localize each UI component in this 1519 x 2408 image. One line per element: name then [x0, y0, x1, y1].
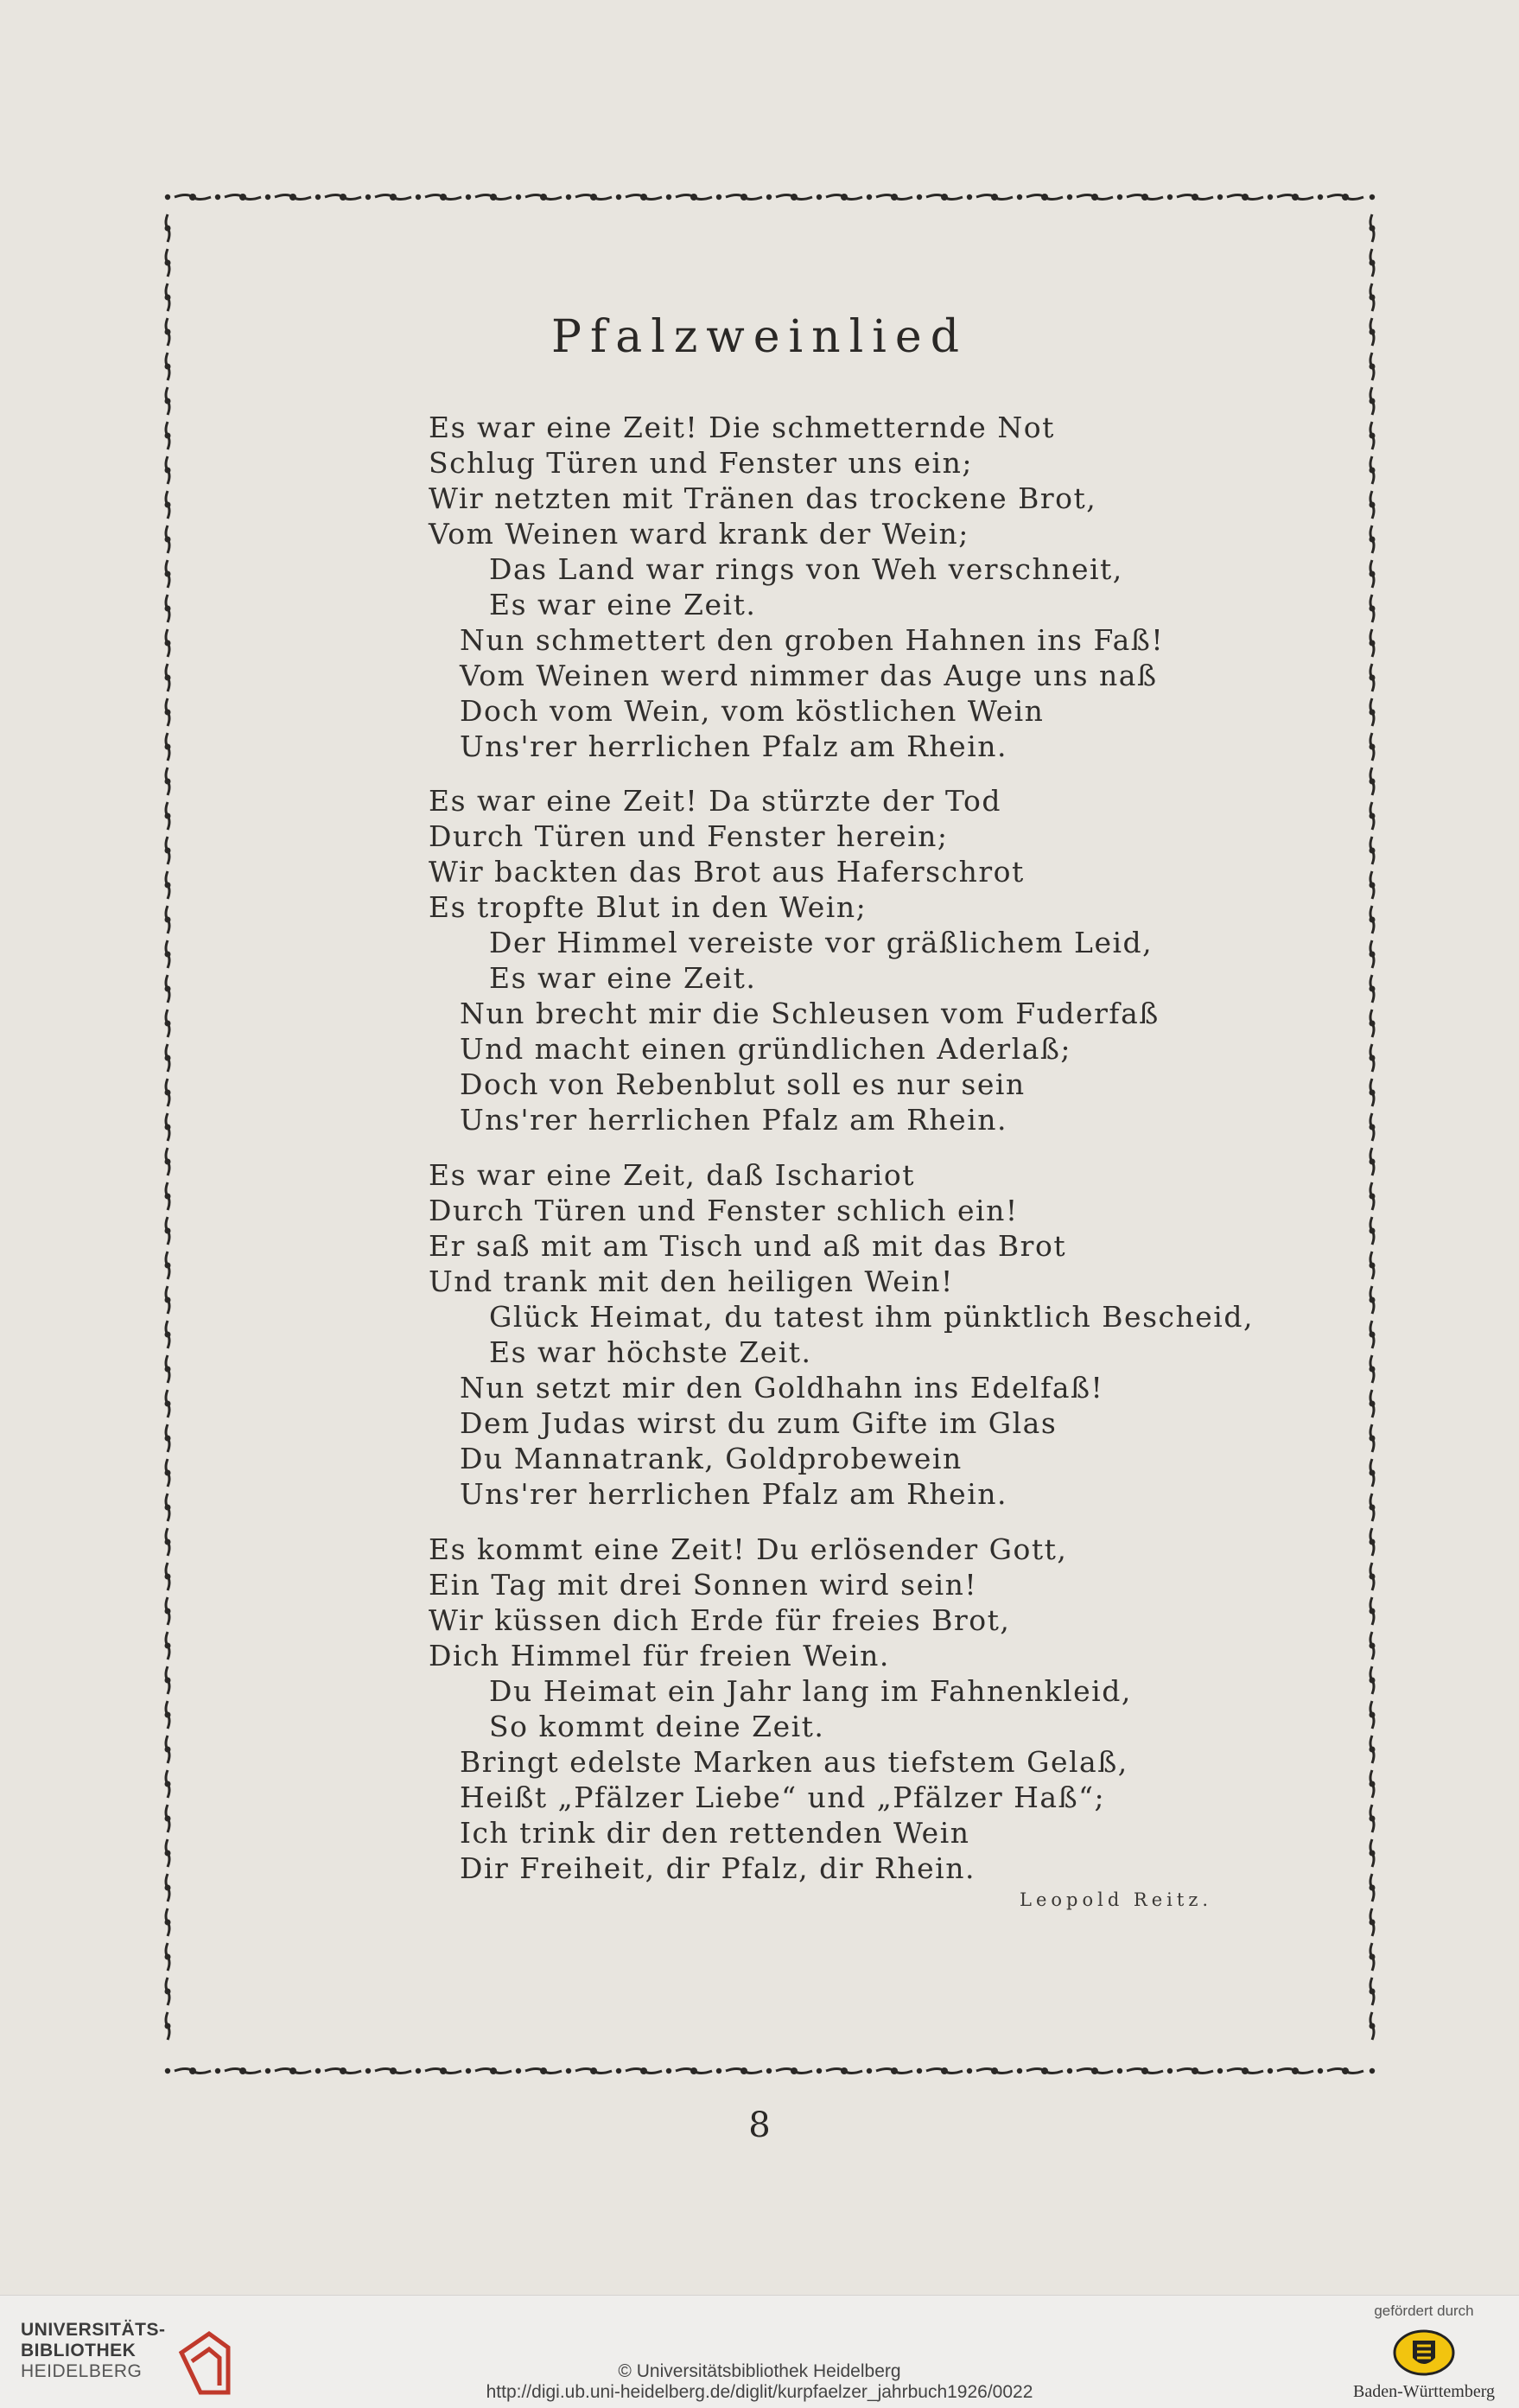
border-ornament-mark: [239, 2067, 246, 2074]
border-ornament-mark: [1370, 1609, 1376, 1615]
sponsor-block: [1338, 2303, 1510, 2402]
border-ornament-mark: [1117, 2068, 1122, 2074]
border-ornament-mark: [516, 194, 521, 200]
verse-line: Doch vom Wein, vom köstlichen Wein: [460, 694, 1045, 728]
verse-line: Ich trink dir den rettenden Wein: [460, 1816, 970, 1850]
border-ornament-mark: [1370, 1954, 1376, 1960]
border-ornament-mark: [1017, 194, 1022, 200]
border-ornament-mark: [1370, 1747, 1376, 1753]
border-ornament-mark: [1370, 537, 1376, 543]
border-ornament-mark: [165, 848, 171, 854]
border-ornament-mark: [540, 194, 547, 201]
border-ornament-mark: [165, 1712, 171, 1718]
border-ornament-mark: [165, 1643, 171, 1649]
border-ornament-mark: [1370, 882, 1376, 889]
border-ornament-mark: [165, 1505, 171, 1511]
border-ornament-mark: [165, 1297, 171, 1303]
border-ornament-mark: [841, 2067, 848, 2074]
verse-line: Es war eine Zeit.: [489, 961, 757, 995]
border-ornament-mark: [941, 194, 948, 201]
border-ornament-mark: [165, 1228, 171, 1234]
border-ornament-mark: [991, 2067, 998, 2074]
verse-line: Durch Türen und Fenster herein;: [429, 819, 949, 853]
verse-line: Wir backten das Brot aus Haferschrot: [429, 855, 1025, 889]
border-ornament-mark: [1342, 194, 1349, 201]
verse-line: Glück Heimat, du tatest ihm pünktlich Bescheid,: [489, 1300, 1254, 1334]
border-ornament-mark: [416, 194, 421, 200]
border-ornament-mark: [1370, 1332, 1376, 1338]
border-ornament-mark: [1370, 917, 1376, 923]
border-ornament-mark: [165, 1090, 171, 1096]
border-ornament-mark: [1242, 2067, 1249, 2074]
border-ornament-mark: [165, 1055, 171, 1061]
border-ornament-mark: [1370, 1539, 1376, 1545]
border-ornament-mark: [239, 194, 246, 201]
verse-line: Doch von Rebenblut soll es nur sein: [460, 1067, 1026, 1101]
border-ornament-mark: [165, 468, 171, 474]
border-ornament-mark: [1370, 1436, 1376, 1442]
digitization-footer: [0, 2295, 1519, 2408]
border-ornament-mark: [1141, 2067, 1148, 2074]
border-ornament-mark: [165, 398, 171, 405]
border-ornament-mark: [666, 194, 671, 200]
border-ornament-mark: [1091, 194, 1098, 201]
border-ornament-mark: [817, 2068, 822, 2074]
border-ornament-mark: [666, 2068, 671, 2074]
border-ornament-mark: [640, 2067, 647, 2074]
border-ornament-mark: [1370, 2068, 1375, 2074]
border-ornament-mark: [891, 2067, 898, 2074]
border-ornament-mark: [165, 1366, 171, 1373]
border-ornament-mark: [1370, 1021, 1376, 1027]
border-ornament-mark: [165, 1781, 171, 1787]
border-ornament-mark: [165, 1678, 171, 1684]
border-ornament-mark: [165, 952, 171, 958]
verse-line: Das Land war rings von Weh verschneit,: [489, 552, 1123, 586]
border-ornament-mark: [490, 194, 497, 201]
border-ornament-mark: [165, 1332, 171, 1338]
library-name-line3: HEIDELBERG: [21, 2361, 143, 2381]
border-ornament-mark: [1370, 2023, 1376, 2029]
border-ornament-mark: [315, 194, 321, 200]
verse-line: Und trank mit den heiligen Wein!: [429, 1265, 954, 1298]
border-ornament-mark: [1067, 194, 1072, 200]
border-ornament-mark: [867, 2068, 872, 2074]
verse-line: Bringt edelste Marken aus tiefstem Gelaß,: [460, 1745, 1128, 1779]
border-ornament-mark: [165, 1470, 171, 1476]
border-ornament-mark: [1370, 1885, 1376, 1891]
border-ornament-mark: [165, 813, 171, 819]
border-ornament-mark: [917, 2068, 922, 2074]
border-ornament-mark: [740, 2067, 747, 2074]
border-ornament-mark: [1217, 194, 1223, 200]
border-ornament-mark: [289, 2067, 296, 2074]
border-ornament-mark: [165, 571, 171, 577]
verse-line: Wir küssen dich Erde für freies Brot,: [429, 1603, 1011, 1637]
border-ornament-mark: [1370, 1712, 1376, 1718]
border-ornament-mark: [165, 433, 171, 439]
border-ornament-mark: [165, 1401, 171, 1407]
library-name-line2: BIBLIOTHEK: [21, 2341, 137, 2360]
border-ornament-mark: [165, 260, 171, 266]
border-ornament-mark: [165, 640, 171, 647]
border-ornament-mark: [1017, 2068, 1022, 2074]
border-ornament-mark: [867, 194, 872, 200]
page-number: 8: [748, 2105, 771, 2145]
stanza: [429, 410, 1293, 764]
verse-line: So kommt deine Zeit.: [489, 1710, 825, 1743]
border-ornament-mark: [390, 2067, 397, 2074]
border-ornament-mark: [1141, 194, 1148, 201]
border-ornament-mark: [690, 2067, 697, 2074]
border-ornament-mark: [1268, 2068, 1273, 2074]
border-ornament-mark: [466, 194, 471, 200]
border-ornament-mark: [165, 606, 171, 612]
border-ornament-mark: [1370, 226, 1376, 232]
border-ornament-mark: [1370, 1643, 1376, 1649]
border-ornament-mark: [165, 1747, 171, 1753]
border-ornament-mark: [1370, 1228, 1376, 1234]
verse-line: Der Himmel vereiste vor gräßlichem Leid,: [489, 926, 1154, 959]
border-ornament-mark: [1370, 1574, 1376, 1580]
border-ornament-mark: [1318, 194, 1323, 200]
border-ornament-mark: [1370, 779, 1376, 785]
border-ornament-mark: [215, 194, 220, 200]
verse-line: Uns'rer herrlichen Pfalz am Rhein.: [460, 1103, 1007, 1137]
border-ornament-mark: [841, 194, 848, 201]
border-ornament-mark: [1370, 433, 1376, 439]
border-ornament-mark: [1370, 364, 1376, 370]
border-ornament-mark: [1067, 2068, 1072, 2074]
border-ornament-mark: [1370, 848, 1376, 854]
verse-line: Es tropfte Blut in den Wein;: [429, 890, 868, 924]
border-ornament-mark: [1370, 640, 1376, 647]
border-ornament-mark: [165, 1885, 171, 1891]
border-ornament-mark: [1370, 1816, 1376, 1822]
border-ornament-mark: [690, 194, 697, 201]
border-ornament-mark: [365, 194, 371, 200]
border-ornament-mark: [340, 2067, 346, 2074]
border-ornament-mark: [165, 779, 171, 785]
border-ornament-mark: [1370, 1920, 1376, 1926]
border-ornament-mark: [1370, 295, 1376, 301]
border-ornament-mark: [165, 1194, 171, 1200]
border-ornament-mark: [1242, 194, 1249, 201]
border-ornament-mark: [1370, 1781, 1376, 1787]
border-ornament-mark: [1370, 1263, 1376, 1269]
poem-title: Pfalzweinlied: [551, 311, 968, 363]
border-ornament-mark: [1370, 571, 1376, 577]
stanza: [429, 1532, 1293, 1886]
border-ornament-mark: [165, 917, 171, 923]
border-ornament-mark: [1370, 606, 1376, 612]
stanza: [429, 783, 1293, 1137]
border-ornament-mark: [165, 882, 171, 889]
border-ornament-mark: [740, 194, 747, 201]
border-ornament-mark: [590, 194, 597, 201]
border-ornament-mark: [165, 194, 170, 200]
border-ornament-mark: [1167, 2068, 1173, 2074]
border-ornament-mark: [1041, 2067, 1048, 2074]
border-ornament-mark: [991, 194, 998, 201]
border-ornament-mark: [165, 295, 171, 301]
border-ornament-mark: [941, 2067, 948, 2074]
poem-author: Leopold Reitz.: [1020, 1889, 1213, 1910]
border-ornament-mark: [1370, 1194, 1376, 1200]
border-ornament-mark: [1370, 675, 1376, 681]
border-ornament-mark: [165, 1920, 171, 1926]
border-ornament-mark: [165, 1436, 171, 1442]
verse-line: Vom Weinen ward krank der Wein;: [429, 517, 969, 551]
border-ornament-mark: [365, 2068, 371, 2074]
verse-line: Vom Weinen werd nimmer das Auge uns naß: [460, 659, 1158, 692]
border-ornament-mark: [616, 194, 621, 200]
border-ornament-mark: [189, 2067, 196, 2074]
verse-line: Dich Himmel für freien Wein.: [429, 1639, 890, 1672]
verse-line: Es war eine Zeit! Die schmetternde Not: [429, 411, 1055, 444]
border-ornament-mark: [967, 194, 972, 200]
border-ornament-mark: [165, 1989, 171, 1995]
border-ornament-mark: [490, 2067, 497, 2074]
border-ornament-mark: [1370, 1678, 1376, 1684]
border-ornament-mark: [1091, 2067, 1098, 2074]
verse-line: Es kommt eine Zeit! Du erlösender Gott,: [429, 1532, 1068, 1566]
verse-line: Du Mannatrank, Goldprobewein: [460, 1442, 963, 1475]
border-ornament-mark: [1370, 398, 1376, 405]
border-ornament-mark: [791, 2067, 798, 2074]
verse-line: Du Heimat ein Jahr lang im Fahnenkleid,: [489, 1674, 1132, 1708]
verse-line: Uns'rer herrlichen Pfalz am Rhein.: [460, 729, 1007, 763]
border-ornament-mark: [791, 194, 798, 201]
border-ornament-mark: [1370, 744, 1376, 750]
border-ornament-mark: [1370, 952, 1376, 958]
border-ornament-mark: [1217, 2068, 1223, 2074]
border-ornament-mark: [1318, 2068, 1323, 2074]
border-ornament-mark: [340, 194, 346, 201]
border-ornament-mark: [1192, 194, 1198, 201]
border-ornament-mark: [165, 1574, 171, 1580]
border-ornament-mark: [165, 537, 171, 543]
border-ornament-mark: [416, 2068, 421, 2074]
border-ornament-mark: [165, 1954, 171, 1960]
border-ornament-mark: [165, 2068, 170, 2074]
border-ornament-mark: [1370, 1124, 1376, 1131]
border-ornament-mark: [1370, 986, 1376, 992]
border-ornament-mark: [289, 194, 296, 201]
border-ornament-mark: [165, 1263, 171, 1269]
border-ornament-mark: [165, 986, 171, 992]
border-ornament-mark: [1370, 468, 1376, 474]
border-ornament-mark: [1041, 194, 1048, 201]
verse-line: Nun setzt mir den Goldhahn ins Edelfaß!: [460, 1371, 1104, 1405]
verse-line: Schlug Türen und Fenster uns ein;: [429, 446, 973, 480]
copyright-block: [0, 2361, 1519, 2403]
verse-line: Er saß mit am Tisch und aß mit das Brot: [429, 1229, 1067, 1263]
border-ornament-mark: [1370, 1159, 1376, 1165]
border-ornament-mark: [590, 2067, 597, 2074]
border-ornament-mark: [1192, 2067, 1198, 2074]
border-ornament-mark: [165, 675, 171, 681]
verse-line: Es war eine Zeit, daß Ischariot: [429, 1158, 915, 1192]
border-ornament-mark: [315, 2068, 321, 2074]
border-ornament-mark: [165, 1021, 171, 1027]
border-ornament-mark: [1370, 1505, 1376, 1511]
border-ornament-mark: [165, 1124, 171, 1131]
border-ornament-mark: [1292, 194, 1299, 201]
library-name-line1: UNIVERSITÄTS-: [21, 2320, 166, 2340]
source-url-link[interactable]: http://digi.ub.uni-heidelberg.de/diglit/kurpfaelzer_jahrbuch1926/0022: [486, 2382, 1033, 2402]
border-ornament-mark: [466, 2068, 471, 2074]
border-ornament-mark: [1370, 813, 1376, 819]
border-ornament-mark: [1370, 1989, 1376, 1995]
border-ornament-mark: [1342, 2067, 1349, 2074]
verse-line: Es war eine Zeit! Da stürzte der Tod: [429, 784, 1001, 818]
border-ornament-mark: [766, 2068, 772, 2074]
verse-line: Es war eine Zeit.: [489, 588, 757, 621]
border-ornament-mark: [390, 194, 397, 201]
sponsor-label: gefördert durch: [1374, 2303, 1474, 2319]
verse-line: Es war höchste Zeit.: [489, 1335, 812, 1369]
border-ornament-mark: [165, 1539, 171, 1545]
border-ornament-mark: [1370, 710, 1376, 716]
border-ornament-mark: [766, 194, 772, 200]
border-ornament-mark: [165, 1816, 171, 1822]
border-ornament-mark: [1370, 1470, 1376, 1476]
border-ornament-mark: [165, 2023, 171, 2029]
border-ornament-mark: [1370, 502, 1376, 508]
verse-line: Wir netzten mit Tränen das trockene Brot,: [429, 481, 1097, 515]
border-ornament-mark: [1370, 1401, 1376, 1407]
border-ornament-mark: [716, 2068, 721, 2074]
border-ornament-mark: [189, 194, 196, 201]
verse-line: Durch Türen und Fenster schlich ein!: [429, 1194, 1019, 1227]
border-ornament-mark: [1167, 194, 1173, 200]
border-ornament-mark: [165, 226, 171, 232]
border-ornament-mark: [1370, 194, 1375, 200]
border-ornament-mark: [1292, 2067, 1299, 2074]
stanza: [429, 1157, 1293, 1512]
border-ornament-mark: [165, 1159, 171, 1165]
border-ornament-mark: [616, 2068, 621, 2074]
verse-line: Uns'rer herrlichen Pfalz am Rhein.: [460, 1477, 1007, 1511]
border-ornament-mark: [1370, 1366, 1376, 1373]
border-ornament-mark: [566, 194, 571, 200]
border-ornament-mark: [516, 2068, 521, 2074]
border-ornament-mark: [917, 194, 922, 200]
verse-line: Nun brecht mir die Schleusen vom Fuderfaß: [460, 997, 1160, 1030]
border-ornament-mark: [1370, 1851, 1376, 1857]
border-ornament-mark: [566, 2068, 571, 2074]
border-ornament-mark: [265, 2068, 270, 2074]
sponsor-name: Baden-Württemberg: [1352, 2382, 1495, 2401]
border-ornament-mark: [165, 502, 171, 508]
border-ornament-mark: [817, 194, 822, 200]
border-ornament-mark: [1370, 1090, 1376, 1096]
verse-line: Nun schmettert den groben Hahnen ins Faß!: [460, 623, 1165, 657]
state-coat-of-arms-icon: [1392, 2328, 1456, 2377]
border-ornament-mark: [165, 710, 171, 716]
border-ornament-mark: [1117, 194, 1122, 200]
verse-line: Dem Judas wirst du zum Gifte im Glas: [460, 1406, 1058, 1440]
border-ornament-mark: [540, 2067, 547, 2074]
border-ornament-mark: [165, 744, 171, 750]
border-ornament-mark: [165, 1851, 171, 1857]
border-ornament-mark: [165, 1609, 171, 1615]
border-ornament-mark: [440, 2067, 447, 2074]
copyright-text: © Universitätsbibliothek Heidelberg: [618, 2361, 901, 2381]
border-ornament-mark: [1370, 1055, 1376, 1061]
verse-line: Ein Tag mit drei Sonnen wird sein!: [429, 1568, 978, 1602]
border-ornament-mark: [640, 194, 647, 201]
verse-line: Und macht einen gründlichen Aderlaß;: [460, 1032, 1072, 1066]
border-ornament-mark: [1370, 1297, 1376, 1303]
border-ornament-mark: [967, 2068, 972, 2074]
verse-line: Dir Freiheit, dir Pfalz, dir Rhein.: [460, 1851, 976, 1885]
border-ornament-mark: [265, 194, 270, 200]
border-ornament-mark: [716, 194, 721, 200]
verse-line: Heißt „Pfälzer Liebe“ und „Pfälzer Haß“;: [460, 1781, 1106, 1814]
border-ornament-mark: [440, 194, 447, 201]
border-ornament-mark: [891, 194, 898, 201]
border-ornament-mark: [1268, 194, 1273, 200]
border-ornament-mark: [1370, 260, 1376, 266]
border-ornament-mark: [165, 364, 171, 370]
border-ornament-mark: [215, 2068, 220, 2074]
